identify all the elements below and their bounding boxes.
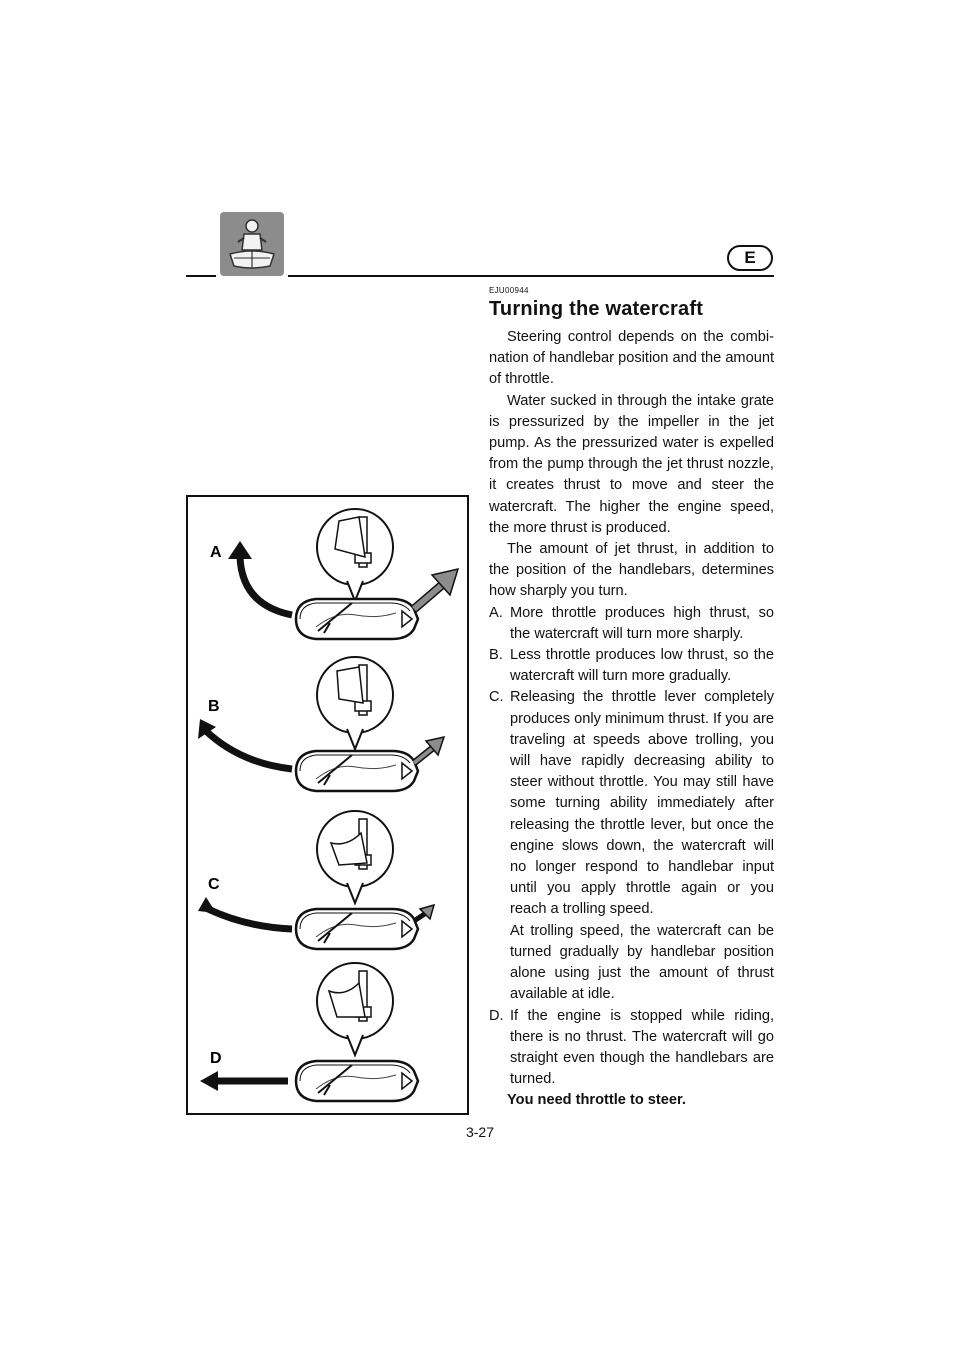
turning-list [489, 603, 774, 1091]
figure-label-b: B [208, 698, 220, 715]
header-rule-right [288, 275, 774, 277]
jet-ski-rider-icon [220, 212, 284, 276]
header-rule-left [186, 275, 216, 277]
paragraph-2: Water sucked in through the intake grate is pressurized by the impeller in the jet pump. As the pressurized water is expelled from the pump through the jet thrust nozzle, it creates thrust to move and steer the watercraft. The higher the engine speed, the more thrust is produced. [489, 392, 774, 536]
turning-illustration [186, 495, 469, 1115]
paragraph-3: The amount of jet thrust, in addition to the position of the handlebars, determines how sharply you turn. [489, 541, 774, 600]
figure-label-c: C [208, 876, 220, 893]
list-item: B. Less throttle produces low thrust, so the watercraft will turn more gradually. [489, 647, 774, 685]
page-number: 3-27 [465, 1124, 495, 1140]
section-title: Turning the watercraft [489, 298, 704, 320]
list-item: C. Releasing the throttle lever completely produces only minimum thrust. If you are traveling at speeds above trolling, you will have rapidly decreasing ability to steer without throttle. You may still have some turning ability immediately after releasing the throttle lever, but once the engine slows down, the watercraft will no longer respond to handlebar input until you apply throttle again or you reach a trolling speed. At trolling speed, the watercraft can be turned gradually by handlebar position alone using just the amount of thrust available at idle. [489, 689, 774, 1003]
steering-note: You need throttle to steer. [507, 1092, 686, 1109]
figure-c [198, 811, 434, 949]
figure-a [210, 509, 458, 639]
text-column [489, 286, 774, 1112]
figure-label-a: A [210, 544, 222, 561]
figure-b [198, 657, 444, 791]
section-code: EJU00944 [489, 286, 529, 295]
list-item: D. If the engine is stopped while riding, there is no thrust. The watercraft will go straight even though the handlebars are turned. [489, 1007, 774, 1088]
list-item: A. More throttle produces high thrust, so the watercraft will turn more sharply. [489, 604, 774, 642]
language-badge: E [727, 245, 773, 271]
figure-d [200, 963, 418, 1101]
figure-label-d: D [210, 1050, 222, 1067]
paragraph-1: Steering control depends on the combi-nation of handlebar position and the amount of throttle. [489, 329, 774, 388]
